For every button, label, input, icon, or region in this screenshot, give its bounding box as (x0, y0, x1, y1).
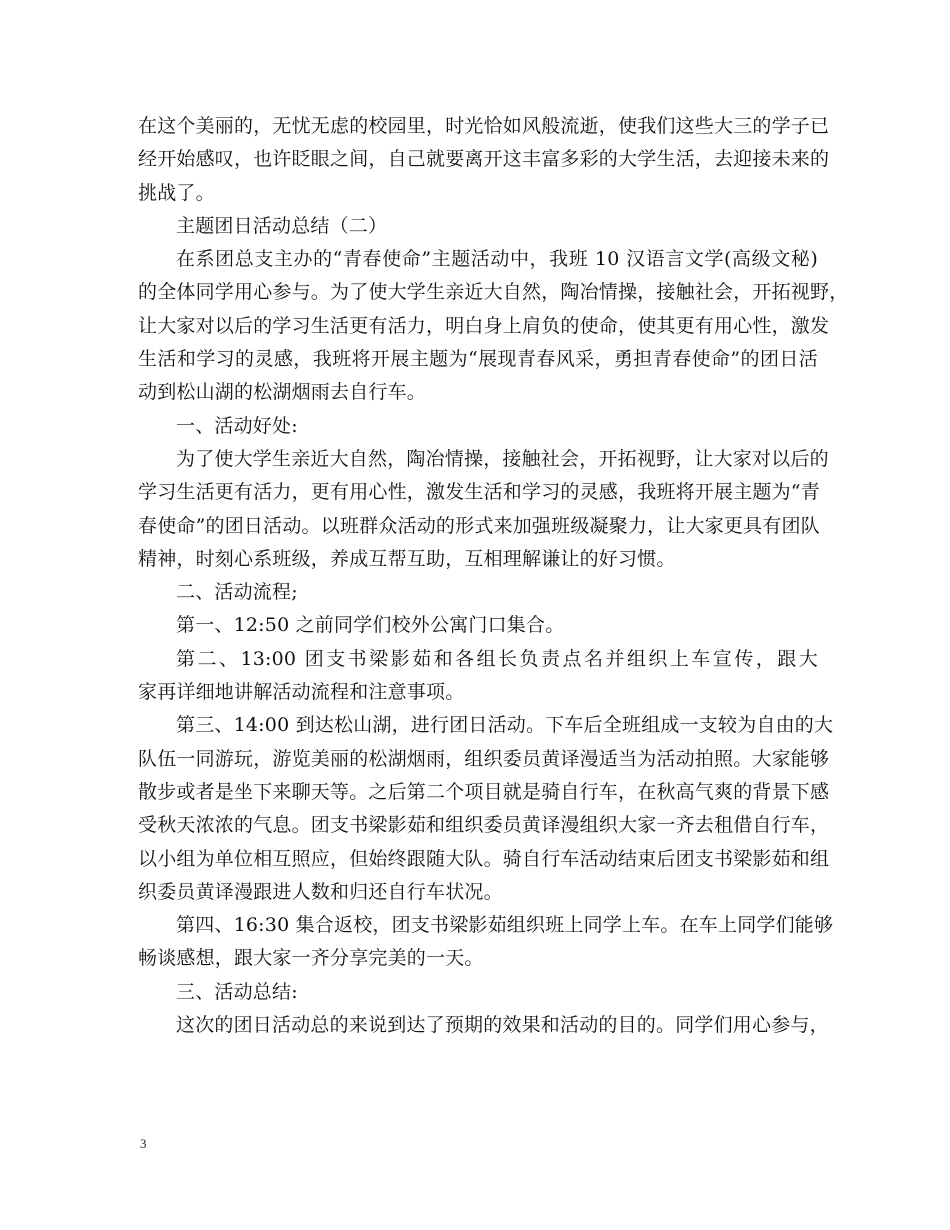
page-number: 3 (140, 1136, 147, 1151)
text-line: 畅谈感想，跟大家一齐分享完美的一天。 (138, 947, 484, 970)
text-line: 学习生活更有活力，更有用心性，激发生活和学习的灵感，我班将开展主题为“青 (138, 481, 820, 504)
text-line: 第一、12:50 之前同学们校外公寓门口集合。 (176, 614, 565, 637)
text-line: 生活和学习的灵感，我班将开展主题为“展现青春风采，勇担青春使命”的团日活 (138, 348, 818, 371)
text-line: 以小组为单位相互照应，但始终跟随大队。骑自行车活动结束后团支书梁影茹和组 (138, 847, 830, 870)
text-line: 三、活动总结: (176, 980, 298, 1003)
text-line: 第二、13:00 团支书梁影茹和各组长负责点名并组织上车宣传，跟大 (176, 647, 818, 670)
text-line: 第三、14:00 到达松山湖，进行团日活动。下车后全班组成一支较为自由的大 (176, 714, 834, 737)
text-line: 织委员黄译漫跟进人数和归还自行车状况。 (138, 880, 503, 903)
text-line: 让大家对以后的学习生活更有活力，明白身上肩负的使命，使其更有用心性，激发 (138, 314, 830, 337)
text-line: 春使命”的团日活动。以班群众活动的形式来加强班级凝聚力，让大家更具有团队 (138, 514, 820, 537)
document-body (138, 110, 849, 1042)
text-line: 受秋天浓浓的气息。团支书梁影茹和组织委员黄译漫组织大家一齐去租借自行车， (138, 814, 830, 837)
text-line: 挑战了。 (138, 181, 215, 204)
text-line: 在这个美丽的，无忧无虑的校园里，时光恰如风般流逝，使我们这些大三的学子已 (138, 115, 830, 137)
text-line: 二、活动流程; (176, 581, 298, 604)
text-line: 一、活动好处: (176, 414, 298, 437)
text-line: 在系团总支主办的“青春使命”主题活动中，我班 10 汉语言文学(高级文秘) (176, 248, 818, 271)
text-line: 的全体同学用心参与。为了使大学生亲近大自然，陶冶情操，接触社会，开拓视野， (138, 281, 849, 304)
text-line: 主题团日活动总结（二） (176, 214, 388, 237)
text-line: 为了使大学生亲近大自然，陶冶情操，接触社会，开拓视野，让大家对以后的 (176, 447, 829, 470)
text-line: 精神，时刻心系班级，养成互帮互助，互相理解谦让的好习惯。 (138, 547, 676, 570)
text-line: 散步或者是坐下来聊天等。之后第二个项目就是骑自行车，在秋高气爽的背景下感 (138, 780, 830, 803)
text-line: 第四、16:30 集合返校，团支书梁影茹组织班上同学上车。在车上同学们能够 (176, 914, 834, 937)
text-line: 经开始感叹，也许眨眼之间，自己就要离开这丰富多彩的大学生活，去迎接未来的 (138, 148, 830, 171)
text-line: 队伍一同游玩，游览美丽的松湖烟雨，组织委员黄译漫适当为活动拍照。大家能够 (138, 747, 830, 770)
text-line: 这次的团日活动总的来说到达了预期的效果和活动的目的。同学们用心参与， (176, 1014, 829, 1037)
text-line: 动到松山湖的松湖烟雨去自行车。 (138, 381, 427, 404)
text-line: 家再详细地讲解活动流程和注意事项。 (138, 681, 465, 704)
